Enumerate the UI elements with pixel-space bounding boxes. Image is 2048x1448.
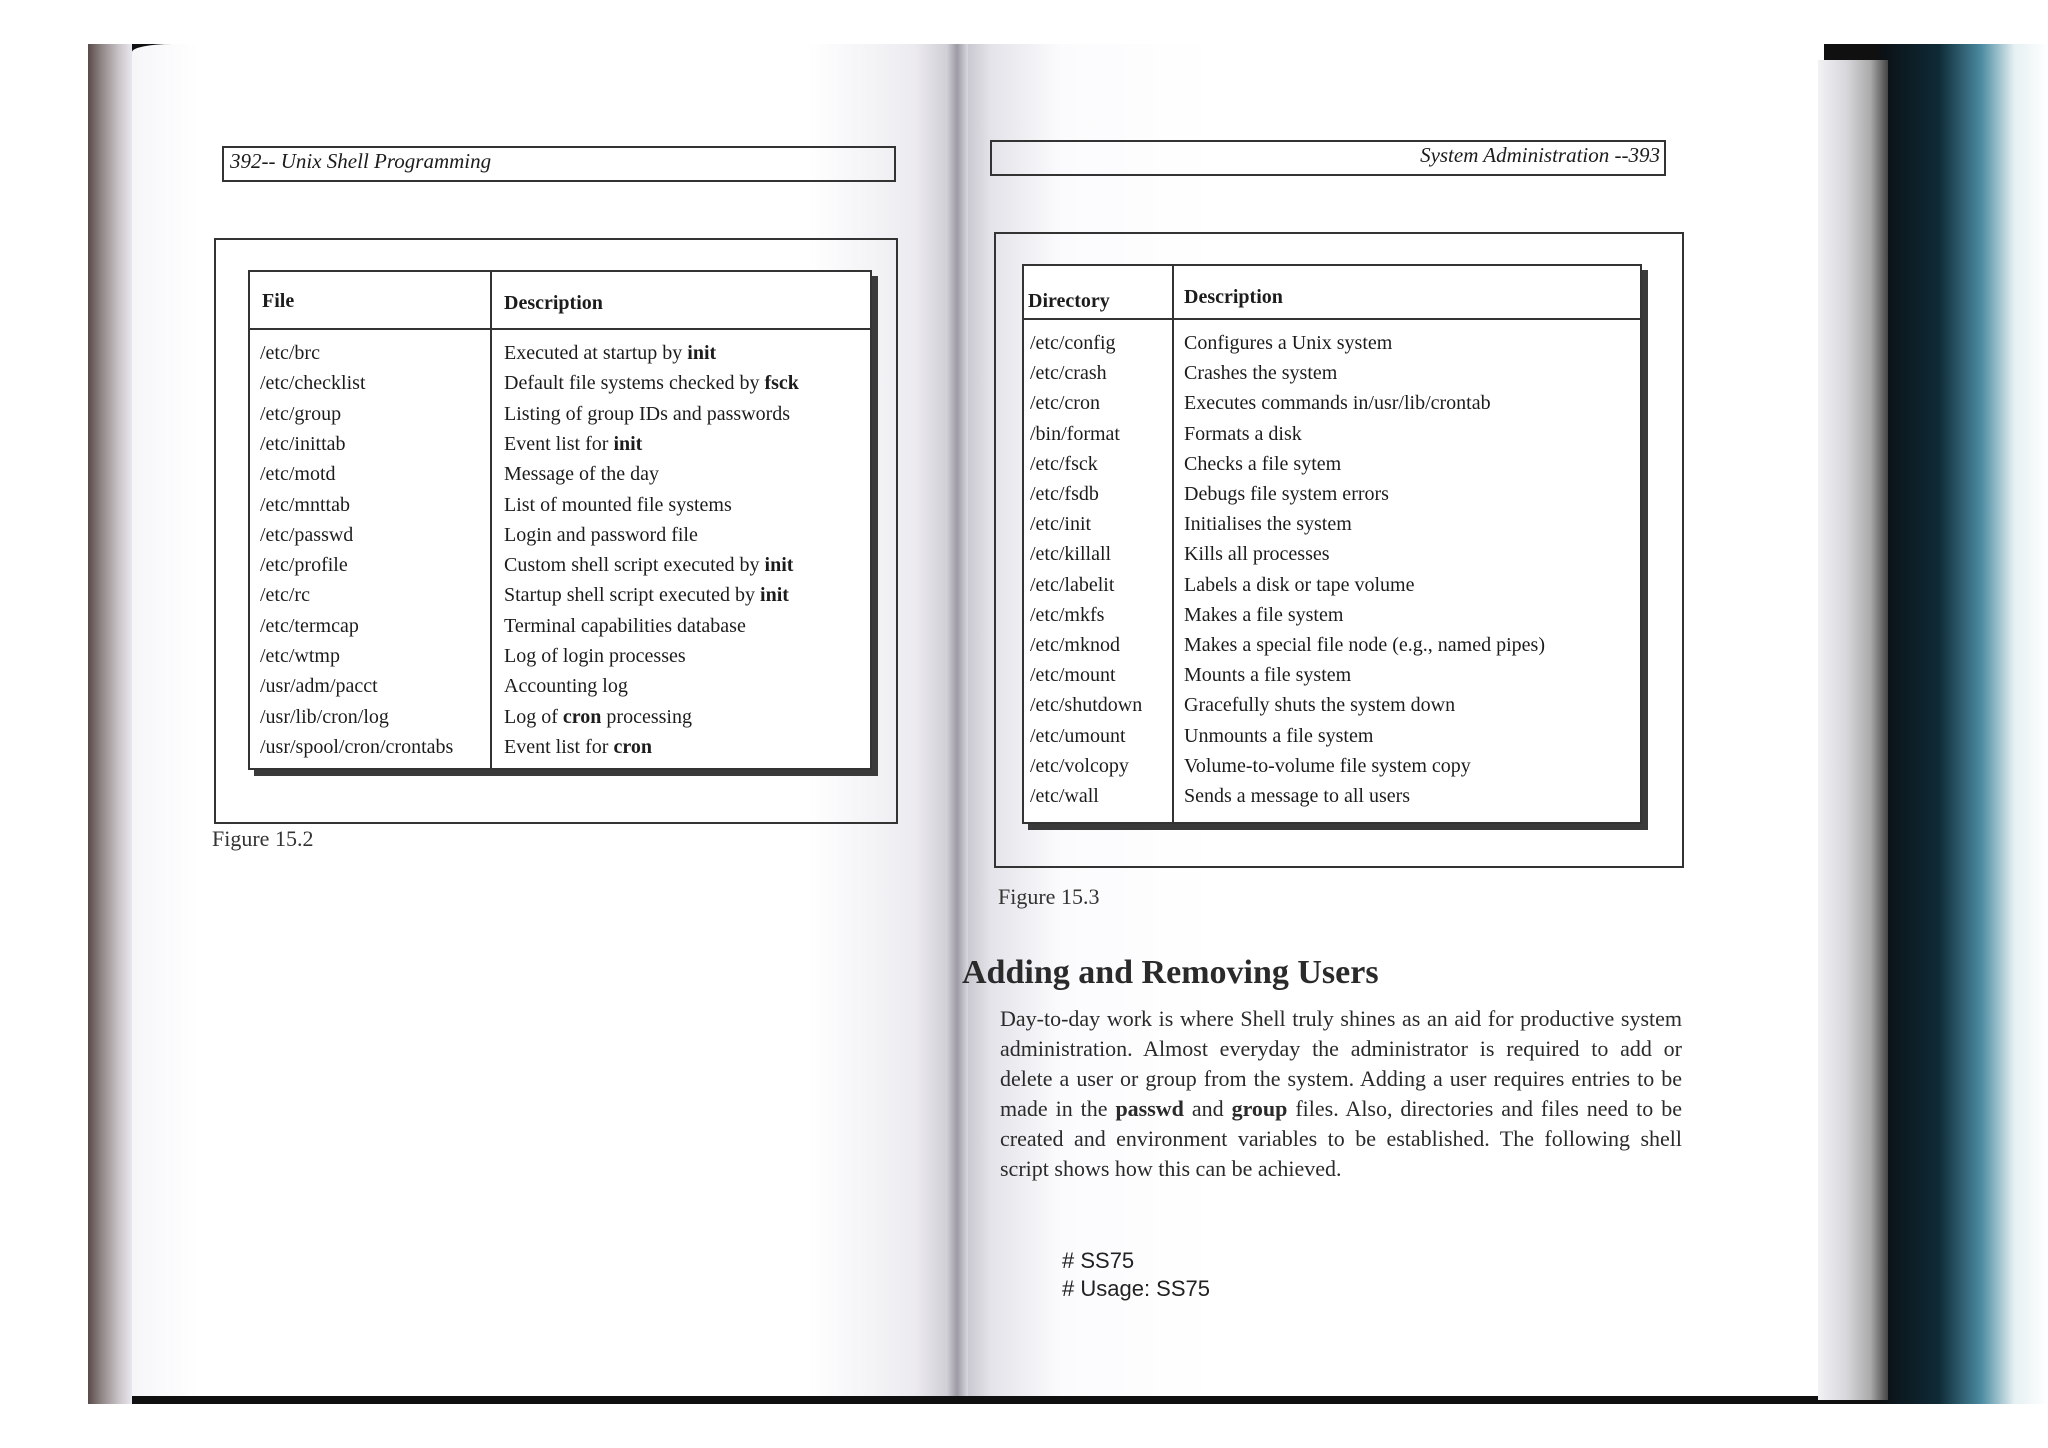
code-line: # SS75 [1062, 1248, 1135, 1273]
directory-description-cell: Executes commands in/usr/lib/crontab [1184, 392, 1491, 415]
directory-table-header-description: Description [1184, 286, 1283, 308]
directory-description-cell: Sends a message to all users [1184, 785, 1411, 807]
directory-description-cell: Labels a disk or tape volume [1184, 573, 1415, 596]
file-description-cell: List of mounted file systems [504, 493, 732, 516]
file-description-cell: Message of the day [504, 463, 659, 486]
directory-path-cell: /etc/killall [1030, 543, 1112, 566]
file-path-cell: /usr/spool/cron/crontabs [260, 735, 454, 758]
directory-path-cell: /etc/labelit [1030, 573, 1115, 596]
file-description-cell: Custom shell script executed by init [504, 554, 794, 577]
file-description-cell: Startup shell script executed by init [504, 584, 789, 607]
file-path-cell: /usr/adm/pacct [260, 675, 378, 698]
directory-description-cell: Makes a special file node (e.g., named pipes) [1184, 634, 1545, 656]
file-description-cell: Event list for init [504, 432, 643, 455]
file-table-header-rule [250, 328, 870, 330]
directory-description-cell: Gracefully shuts the system down [1184, 694, 1456, 717]
file-description-cell: Executed at startup by init [504, 342, 717, 364]
file-table-column-divider [490, 272, 492, 768]
file-description-cell: Login and password file [504, 523, 698, 546]
file-path-cell: /etc/group [260, 402, 342, 425]
directory-description-cell: Initialises the system [1184, 513, 1352, 536]
directory-path-cell: /etc/mount [1030, 664, 1116, 687]
directory-path-cell: /etc/mkfs [1030, 603, 1105, 626]
directory-path-cell: /etc/fsck [1030, 452, 1098, 475]
directory-description-cell: Debugs file system errors [1184, 483, 1389, 505]
scan-backdrop [1880, 44, 2048, 1404]
directory-path-cell: /etc/umount [1030, 724, 1126, 747]
file-path-cell: /etc/passwd [260, 523, 354, 546]
body-paragraph [1000, 1004, 1682, 1184]
paragraph-bold-term: group [1231, 1096, 1288, 1121]
book-right-edge [1818, 60, 1888, 1400]
figure-15-2-caption: Figure 15.2 [212, 826, 314, 851]
paragraph-text: and [1183, 1096, 1232, 1121]
directory-description-cell: Unmounts a file system [1184, 724, 1374, 747]
directory-path-cell: /etc/cron [1030, 392, 1100, 415]
file-path-cell: /usr/lib/cron/log [260, 705, 389, 728]
file-path-cell: /etc/termcap [260, 614, 359, 637]
left-running-head [222, 146, 896, 182]
file-description-cell: Accounting log [504, 675, 628, 698]
file-description-cell: Log of cron processing [504, 705, 692, 728]
file-table-header-file: File [262, 290, 295, 312]
right-running-head [990, 140, 1666, 176]
file-description-cell: Default file systems checked by fsck [504, 372, 799, 395]
paragraph-bold-term: passwd [1115, 1096, 1184, 1121]
file-path-cell: /etc/inittab [260, 432, 346, 455]
directory-table-header-rule [1024, 318, 1640, 320]
directory-path-cell: /etc/wall [1030, 785, 1099, 807]
directory-path-cell: /etc/crash [1030, 362, 1107, 385]
file-description-cell: Terminal capabilities database [504, 614, 746, 637]
directory-description-cell: Configures a Unix system [1184, 332, 1393, 354]
directory-table-column-divider [1172, 266, 1174, 822]
directory-description-cell: Makes a file system [1184, 603, 1344, 626]
code-line: # Usage: SS75 [1062, 1276, 1210, 1301]
figure-15-3-caption: Figure 15.3 [998, 884, 1100, 909]
file-path-cell: /etc/checklist [260, 372, 366, 395]
file-path-cell: /etc/rc [260, 584, 310, 607]
directory-path-cell: /etc/volcopy [1030, 754, 1129, 777]
file-description-cell: Listing of group IDs and passwords [504, 402, 791, 425]
file-description-cell: Log of login processes [504, 645, 686, 667]
directory-path-cell: /etc/mknod [1030, 634, 1120, 656]
directory-description-cell: Crashes the system [1184, 362, 1338, 385]
book-left-edge [88, 44, 132, 1404]
directory-path-cell: /bin/format [1030, 422, 1120, 445]
file-path-cell: /etc/motd [260, 463, 336, 486]
file-path-cell: /etc/profile [260, 554, 348, 577]
directory-path-cell: /etc/shutdown [1030, 694, 1143, 717]
file-path-cell: /etc/brc [260, 342, 320, 364]
file-description-cell: Event list for cron [504, 735, 652, 758]
section-heading: Adding and Removing Users [962, 954, 1379, 991]
left-running-head-text: 392-- Unix Shell Programming [230, 149, 492, 173]
directory-description-cell: Formats a disk [1184, 422, 1302, 445]
book-gutter [946, 44, 968, 1396]
right-running-head-text: System Administration --393 [1420, 143, 1660, 167]
directory-description-cell: Mounts a file system [1184, 664, 1352, 687]
file-table-header-description: Description [504, 292, 603, 314]
file-path-cell: /etc/mnttab [260, 493, 350, 516]
paragraph-text: files. Also, directories and files need to be created and environment variables to be established. The following shell script shows how this can be achieved. [1000, 1096, 1682, 1181]
directory-description-cell: Checks a file sytem [1184, 452, 1342, 475]
directory-path-cell: /etc/fsdb [1030, 483, 1099, 505]
directory-path-cell: /etc/config [1030, 332, 1116, 354]
directory-path-cell: /etc/init [1030, 513, 1092, 536]
file-table [248, 270, 872, 770]
directory-description-cell: Volume-to-volume file system copy [1184, 754, 1471, 777]
file-path-cell: /etc/wtmp [260, 645, 340, 667]
directory-description-cell: Kills all processes [1184, 543, 1330, 566]
directory-table [1022, 264, 1642, 824]
directory-table-header-directory: Directory [1028, 290, 1110, 312]
paragraph-text: Day-to-day work is where Shell truly shines as an aid for productive system administration. Almost everyday the administrator is required to add or delete a user or group from the system. Adding a user requires entries to be made in the [1000, 1006, 1682, 1121]
